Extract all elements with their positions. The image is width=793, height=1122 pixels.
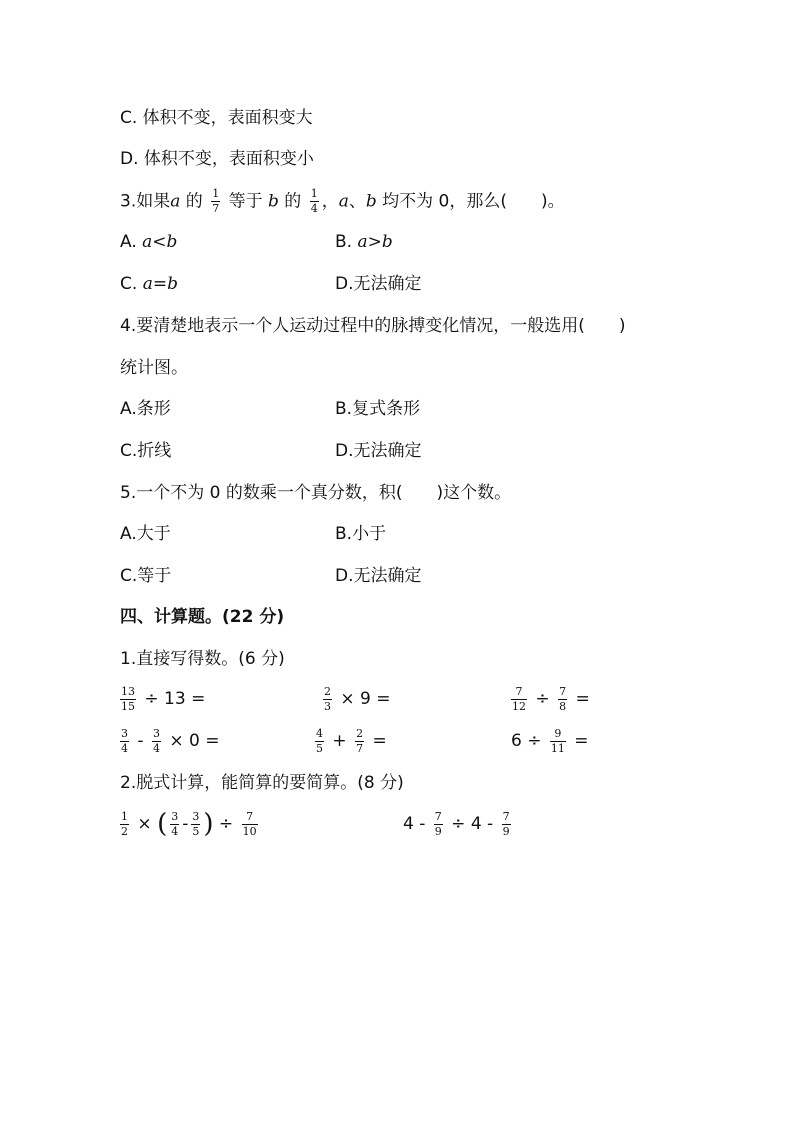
- q3-equals: 等于: [223, 191, 268, 212]
- option-d-prev: D. 体积不变，表面积变小: [120, 149, 314, 169]
- frac-13-15: $\frac{13}{15}$: [121, 684, 135, 713]
- q3-option-b: B. a>b: [335, 232, 393, 252]
- calc-r1-a: [120, 684, 205, 714]
- expression-1: [120, 808, 261, 840]
- q4-option-d: D.无法确定: [335, 441, 422, 461]
- fraction-1-4: $\frac{1}{4}$: [310, 187, 318, 215]
- calc-r1-a-rest: ÷ 13 =: [144, 689, 206, 709]
- section-4-heading: 四、计算题。(22 分): [120, 607, 285, 627]
- q4-option-c: C.折线: [120, 441, 172, 461]
- frac-3-5: $\frac{3}{5}$: [192, 809, 200, 838]
- calc-r1-b-rest: × 9 =: [340, 689, 391, 709]
- q3-de1: 的: [180, 191, 209, 212]
- expression-2: [403, 808, 514, 840]
- calc-r2-a: [120, 726, 219, 756]
- calc-r2-c-rest: =: [574, 731, 589, 751]
- q5-option-c: C.等于: [120, 566, 172, 586]
- question-4: 4.要清楚地表示一个人运动过程中的脉搏变化情况，一般选用( ): [120, 316, 626, 336]
- expr1-divide: ÷: [218, 814, 234, 834]
- calc-r2-c: [511, 726, 589, 756]
- calc-r1-c-op: ÷: [535, 689, 550, 709]
- var-b-2: b: [365, 191, 377, 212]
- q3-suffix: 均不为 0，那么( )。: [376, 191, 565, 212]
- q4-option-a: A.条形: [120, 399, 171, 419]
- calc-r2-b-rest: =: [372, 731, 387, 751]
- q3-comma: ，: [321, 191, 339, 212]
- part-1-heading: 1.直接写得数。(6 分): [120, 649, 285, 669]
- frac-7-8: $\frac{7}{8}$: [559, 684, 567, 713]
- frac-2-7: $\frac{2}{7}$: [356, 726, 364, 755]
- var-a-2: a: [338, 191, 349, 212]
- calc-r2-b: [312, 726, 387, 756]
- q3-sep: 、: [348, 191, 366, 212]
- expr2-pre: 4 -: [403, 814, 426, 834]
- var-b: b: [268, 191, 279, 212]
- calc-r2-a-op: -: [137, 731, 144, 751]
- expr1-minus: -: [182, 814, 189, 834]
- q5-option-b: B.小于: [335, 524, 387, 544]
- expr1-rparen: ): [203, 809, 214, 839]
- q4-option-b: B.复式条形: [335, 399, 421, 419]
- calc-r2-b-op: +: [332, 731, 347, 751]
- part-2-heading: 2.脱式计算，能简算的要简算。(8 分): [120, 773, 404, 793]
- frac-3-4-c: $\frac{3}{4}$: [171, 809, 179, 838]
- frac-2-3: $\frac{2}{3}$: [324, 684, 331, 713]
- q3-prefix: 3.如果: [120, 191, 171, 212]
- calc-r1-c-rest: =: [575, 689, 590, 709]
- expr1-lparen: (: [157, 809, 168, 839]
- frac-4-5: $\frac{4}{5}$: [316, 726, 323, 755]
- question-5: 5.一个不为 0 的数乘一个真分数，积( )这个数。: [120, 483, 512, 503]
- frac-7-9-b: $\frac{7}{9}$: [502, 809, 510, 838]
- var-a: a: [170, 191, 181, 212]
- frac-7-10: $\frac{7}{10}$: [242, 809, 257, 838]
- frac-7-12: $\frac{7}{12}$: [512, 684, 526, 713]
- calc-r1-c: [508, 684, 590, 714]
- expr2-mid: ÷ 4 -: [451, 814, 494, 834]
- q3-de2: 的: [278, 191, 307, 212]
- option-c-prev: C. 体积不变，表面积变大: [120, 108, 313, 128]
- question-4-cont: 统计图。: [120, 358, 188, 378]
- q3-option-d: D.无法确定: [335, 274, 422, 294]
- question-3: [120, 188, 565, 215]
- fraction-1-7: $\frac{1}{7}$: [212, 187, 220, 215]
- q3-option-c: C. a=b: [120, 274, 178, 294]
- frac-3-4-a: $\frac{3}{4}$: [121, 726, 128, 755]
- frac-9-11: $\frac{9}{11}$: [550, 726, 565, 755]
- calc-r2-c-pre: 6 ÷: [511, 731, 542, 751]
- expr1-times: ×: [137, 814, 152, 834]
- q5-option-a: A.大于: [120, 524, 171, 544]
- q3-option-a: A. a<b: [120, 232, 178, 252]
- frac-3-4-b: $\frac{3}{4}$: [152, 726, 160, 755]
- q5-option-d: D.无法确定: [335, 566, 422, 586]
- calc-r1-b: [320, 684, 391, 714]
- calc-r2-a-rest: × 0 =: [169, 731, 220, 751]
- frac-1-2: $\frac{1}{2}$: [121, 809, 128, 838]
- frac-7-9-a: $\frac{7}{9}$: [434, 809, 442, 838]
